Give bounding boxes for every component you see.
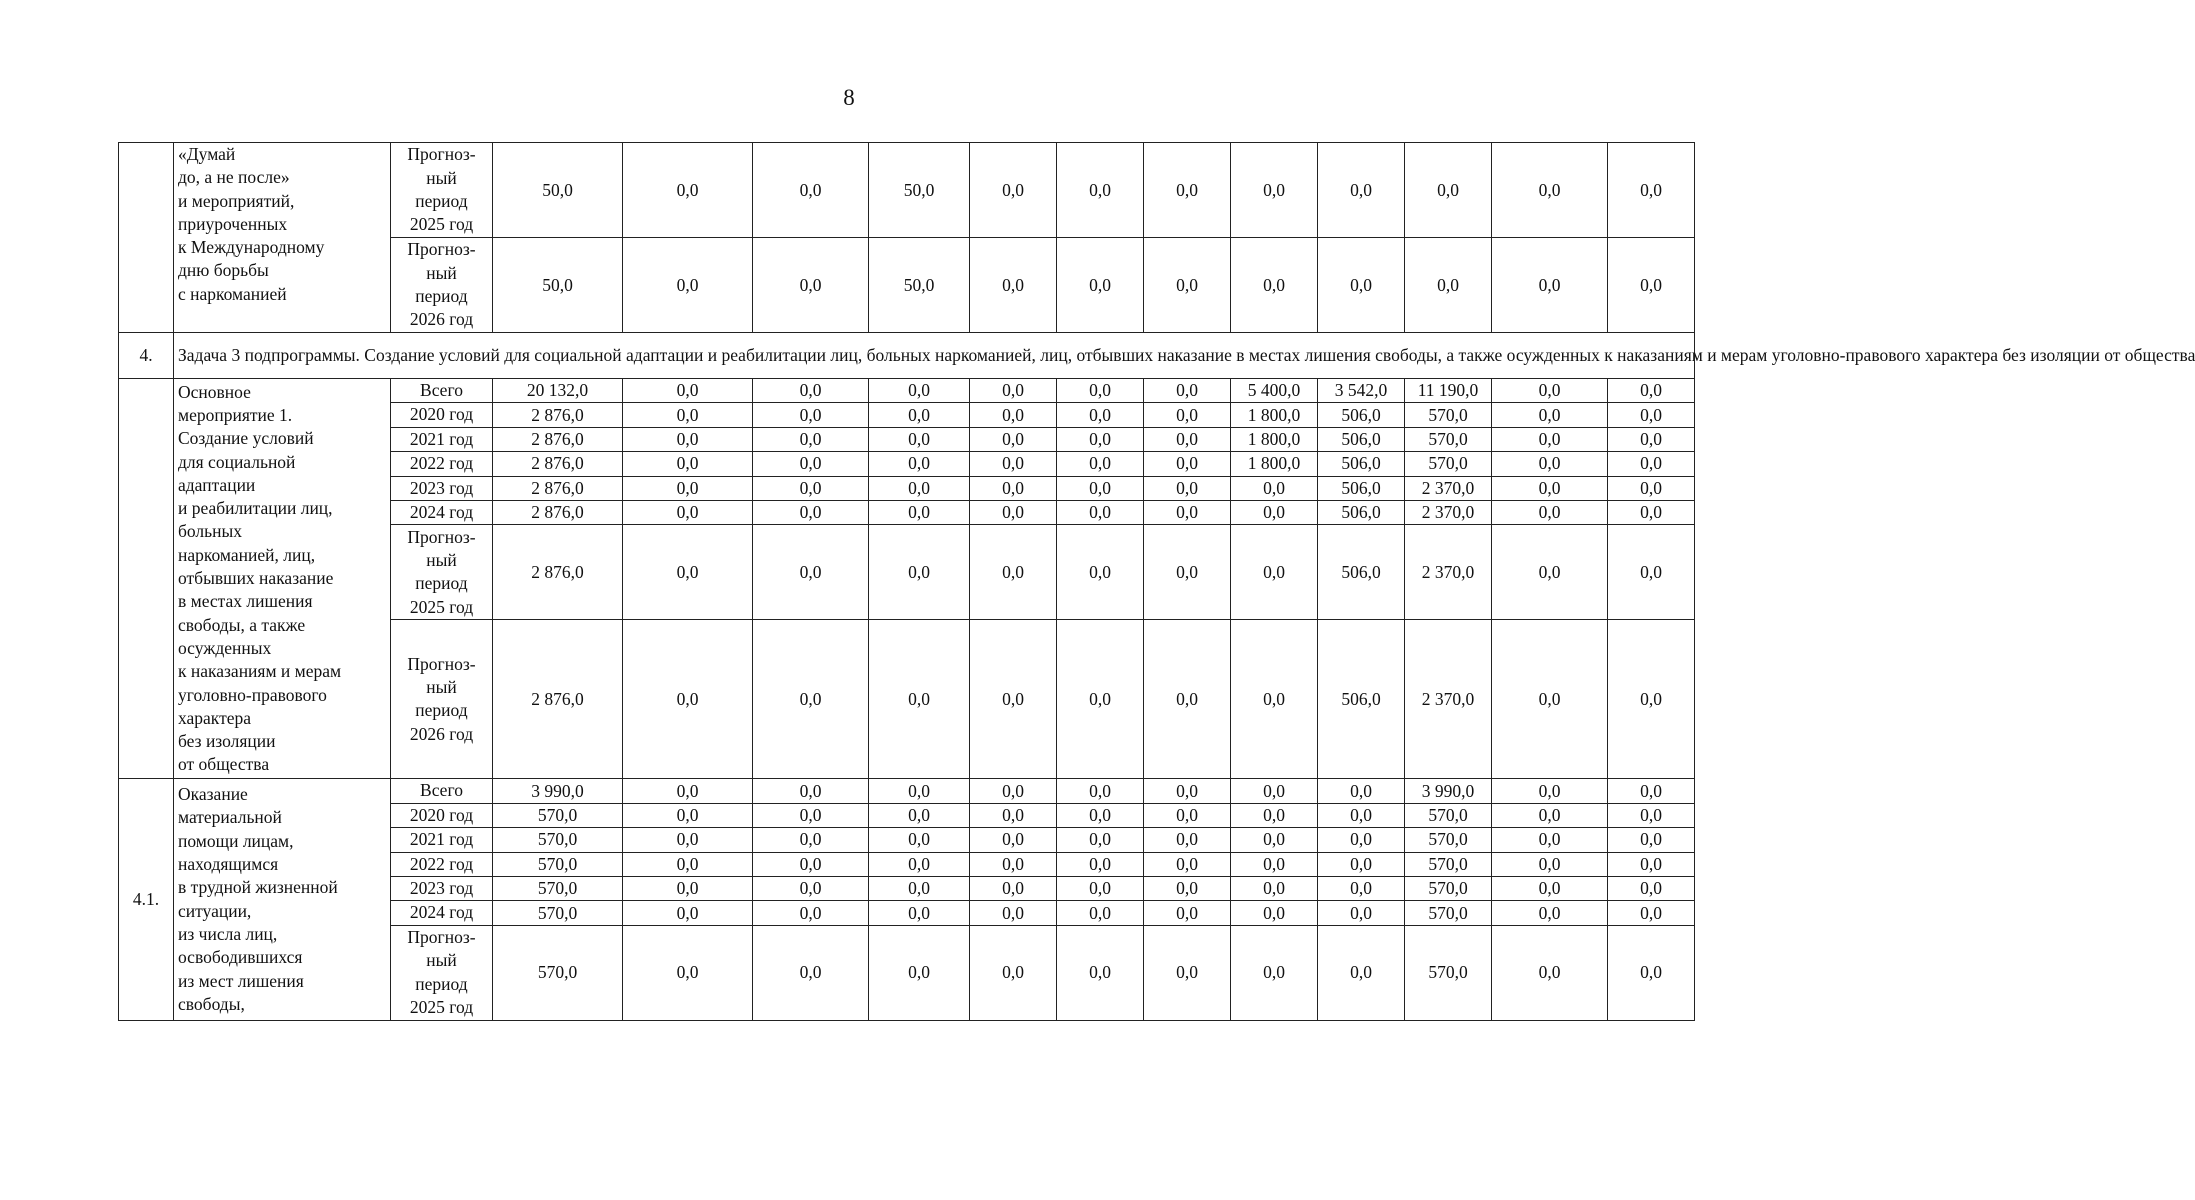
value-cell: 0,0 [623,803,753,827]
value-cell: 0,0 [1144,238,1231,333]
text-line: свободы, а также [178,614,306,635]
period-cell [391,238,493,333]
value-cell: 0,0 [1318,877,1405,901]
value-cell: 5 400,0 [1231,379,1318,403]
value-cell: 0,0 [1608,779,1695,803]
value-cell: 0,0 [1231,620,1318,779]
value-cell: 0,0 [753,925,869,1020]
value-cell: 0,0 [753,620,869,779]
value-cell: 0,0 [623,925,753,1020]
text-line: осужденных [178,637,272,658]
value-cell: 0,0 [970,877,1057,901]
value-cell: 11 190,0 [1405,379,1492,403]
value-cell: 0,0 [1144,779,1231,803]
value-cell: 0,0 [970,828,1057,852]
event-name-cell [174,379,391,779]
text-line: отбывших наказание [178,568,334,589]
value-cell: 0,0 [869,779,970,803]
value-cell: 0,0 [1318,143,1405,238]
value-cell: 0,0 [623,620,753,779]
value-cell: 570,0 [1405,925,1492,1020]
event-name-cell [174,143,391,333]
value-cell: 0,0 [753,803,869,827]
value-cell: 0,0 [869,476,970,500]
text-line: для социальной [178,451,296,472]
value-cell: 0,0 [1231,852,1318,876]
value-cell: 0,0 [869,877,970,901]
text-line: из мест лишения [178,970,304,991]
period-cell: 2021 год [391,427,493,451]
value-cell: 0,0 [1608,901,1695,925]
text-line: находящимся [178,854,279,875]
row-number-cell: 4.1. [119,779,174,1020]
value-cell: 570,0 [1405,403,1492,427]
value-cell: 0,0 [970,427,1057,451]
value-cell: 0,0 [1318,828,1405,852]
value-cell: 0,0 [1492,779,1608,803]
value-cell: 0,0 [1318,852,1405,876]
value-cell: 0,0 [623,379,753,403]
text-line: к Международному [178,237,325,258]
value-cell: 2 370,0 [1405,501,1492,525]
value-cell: 0,0 [970,901,1057,925]
value-cell: 0,0 [1144,143,1231,238]
value-cell: 0,0 [623,143,753,238]
value-cell: 0,0 [1231,803,1318,827]
value-cell: 0,0 [1231,925,1318,1020]
value-cell: 0,0 [1144,852,1231,876]
value-cell: 0,0 [753,379,869,403]
period-cell: 2021 год [391,828,493,852]
value-cell: 0,0 [623,501,753,525]
value-cell: 0,0 [1057,403,1144,427]
value-cell: 0,0 [1492,803,1608,827]
text-line: Прогноз- [407,239,476,260]
value-cell: 0,0 [970,238,1057,333]
value-cell: 0,0 [1492,925,1608,1020]
value-cell: 0,0 [1057,452,1144,476]
text-line: Прогноз- [407,927,476,948]
table-row [119,779,1695,803]
value-cell: 0,0 [1492,452,1608,476]
value-cell: 0,0 [1144,476,1231,500]
value-cell: 0,0 [1057,379,1144,403]
text-line: и мероприятий, [178,190,295,211]
text-line: помощи лицам, [178,830,294,851]
period-cell: 2024 год [391,901,493,925]
value-cell: 0,0 [1492,852,1608,876]
value-cell: 570,0 [1405,452,1492,476]
value-cell: 2 876,0 [493,620,623,779]
text-line: 2026 год [409,723,474,744]
text-line: Прогноз- [407,526,476,547]
row-number-cell [119,143,174,333]
text-line: в трудной жизненной [178,877,338,898]
period-cell: 2024 год [391,501,493,525]
text-line: наркоманией, лиц, [178,544,316,565]
value-cell: 0,0 [1231,525,1318,620]
value-cell: 0,0 [1057,901,1144,925]
text-line: ный [426,167,457,188]
value-cell: 0,0 [869,828,970,852]
task-text-cell: Задача 3 подпрограммы. Создание условий для социальной адаптации и реабилитации лиц, больных наркоманией, лиц, отбывших наказание в местах лишения свободы, а также осужденных к наказаниям и мерам уголовно-правового характера без изоляции от общества [174,333,1695,379]
value-cell: 0,0 [753,525,869,620]
value-cell: 0,0 [970,852,1057,876]
value-cell: 0,0 [1057,476,1144,500]
text-line: ный [426,677,457,698]
text-line: из числа лиц, [178,923,278,944]
text-line: приуроченных [178,213,288,234]
value-cell: 50,0 [869,143,970,238]
value-cell: 0,0 [869,620,970,779]
value-cell: 0,0 [753,852,869,876]
value-cell: 0,0 [753,403,869,427]
text-line: ситуации, [178,900,252,921]
text-line: к наказаниям и мерам [178,661,342,682]
value-cell: 570,0 [1405,852,1492,876]
value-cell: 570,0 [493,925,623,1020]
value-cell: 506,0 [1318,501,1405,525]
value-cell: 0,0 [753,427,869,451]
value-cell: 0,0 [1231,779,1318,803]
value-cell: 570,0 [1405,877,1492,901]
value-cell: 0,0 [1492,828,1608,852]
value-cell: 0,0 [1608,803,1695,827]
text-line: Прогноз- [407,653,476,674]
value-cell: 570,0 [493,877,623,901]
value-cell: 0,0 [970,620,1057,779]
text-line: 2025 год [409,997,474,1018]
table-row [119,143,1695,238]
value-cell: 0,0 [623,901,753,925]
value-cell: 0,0 [869,901,970,925]
value-cell: 0,0 [1057,828,1144,852]
value-cell: 0,0 [1144,379,1231,403]
value-cell: 0,0 [1144,427,1231,451]
value-cell: 506,0 [1318,525,1405,620]
period-cell: 2023 год [391,877,493,901]
value-cell: 0,0 [1231,901,1318,925]
text-line: период [415,191,468,211]
value-cell: 0,0 [1492,379,1608,403]
value-cell: 0,0 [623,427,753,451]
period-cell: 2020 год [391,803,493,827]
period-cell [391,925,493,1020]
period-cell: 2022 год [391,452,493,476]
value-cell: 0,0 [1231,238,1318,333]
period-cell [391,525,493,620]
value-cell: 3 990,0 [493,779,623,803]
value-cell: 0,0 [1318,803,1405,827]
text-line: с наркоманией [178,283,287,304]
text-line: период [415,700,468,721]
value-cell: 0,0 [1492,403,1608,427]
value-cell: 0,0 [970,476,1057,500]
value-cell: 0,0 [1608,238,1695,333]
value-cell: 0,0 [623,525,753,620]
text-line: 2025 год [409,596,474,617]
value-cell: 0,0 [970,403,1057,427]
value-cell: 0,0 [753,476,869,500]
page-number: 8 [843,85,855,110]
text-line: уголовно-правового [178,684,327,705]
value-cell: 2 370,0 [1405,620,1492,779]
text-line: от общества [178,754,270,775]
text-line: характера [178,707,252,728]
value-cell: 570,0 [1405,901,1492,925]
value-cell: 0,0 [1057,852,1144,876]
value-cell: 0,0 [1492,877,1608,901]
value-cell: 0,0 [869,379,970,403]
value-cell: 0,0 [869,501,970,525]
value-cell: 0,0 [1144,403,1231,427]
value-cell: 0,0 [623,877,753,901]
value-cell: 506,0 [1318,403,1405,427]
value-cell: 0,0 [1608,620,1695,779]
value-cell: 0,0 [623,476,753,500]
value-cell: 0,0 [1608,427,1695,451]
value-cell: 1 800,0 [1231,403,1318,427]
value-cell: 0,0 [1144,925,1231,1020]
value-cell: 0,0 [753,828,869,852]
text-line: 2026 год [409,309,474,330]
value-cell: 0,0 [1231,501,1318,525]
value-cell: 0,0 [1492,238,1608,333]
value-cell: 0,0 [753,143,869,238]
table-row [119,379,1695,403]
value-cell: 2 876,0 [493,501,623,525]
value-cell: 50,0 [869,238,970,333]
value-cell: 570,0 [493,828,623,852]
value-cell: 0,0 [623,852,753,876]
value-cell: 0,0 [1057,427,1144,451]
value-cell: 0,0 [1608,525,1695,620]
task-number-cell: 4. [119,333,174,379]
value-cell: 0,0 [1231,877,1318,901]
value-cell: 0,0 [869,403,970,427]
value-cell: 0,0 [623,779,753,803]
value-cell: 0,0 [970,779,1057,803]
text-line: Создание условий [178,428,314,449]
value-cell: 0,0 [753,501,869,525]
table-body [119,143,2195,1021]
value-cell: 0,0 [1608,403,1695,427]
text-line: больных [178,521,243,542]
text-line: в местах лишения [178,591,313,612]
value-cell: 0,0 [1144,803,1231,827]
value-cell: 0,0 [753,877,869,901]
value-cell: 570,0 [493,852,623,876]
value-cell: 570,0 [1405,427,1492,451]
value-cell: 0,0 [1144,877,1231,901]
value-cell: 0,0 [1144,828,1231,852]
value-cell: 0,0 [1231,476,1318,500]
value-cell: 0,0 [970,803,1057,827]
value-cell: 0,0 [1144,501,1231,525]
value-cell: 0,0 [753,901,869,925]
value-cell: 50,0 [493,143,623,238]
value-cell: 0,0 [1057,501,1144,525]
value-cell: 0,0 [1492,620,1608,779]
value-cell: 0,0 [1492,476,1608,500]
text-line: ный [426,550,457,571]
value-cell: 0,0 [1405,143,1492,238]
value-cell: 506,0 [1318,452,1405,476]
value-cell: 0,0 [1057,525,1144,620]
text-line: до, а не после» [178,167,290,188]
text-line: освободившихся [178,947,303,968]
text-line: Прогноз- [407,144,476,165]
value-cell: 0,0 [1608,877,1695,901]
value-cell: 0,0 [1492,143,1608,238]
text-line: мероприятие 1. [178,404,293,425]
value-cell: 0,0 [1057,779,1144,803]
value-cell: 2 370,0 [1405,525,1492,620]
value-cell: 0,0 [1608,476,1695,500]
value-cell: 1 800,0 [1231,452,1318,476]
value-cell: 0,0 [1608,852,1695,876]
period-cell: Всего [391,379,493,403]
value-cell: 0,0 [1057,143,1144,238]
value-cell: 2 876,0 [493,525,623,620]
period-cell [391,620,493,779]
value-cell: 0,0 [623,238,753,333]
value-cell: 0,0 [623,828,753,852]
value-cell: 50,0 [493,238,623,333]
value-cell: 0,0 [970,501,1057,525]
value-cell: 570,0 [1405,828,1492,852]
value-cell: 2 876,0 [493,452,623,476]
text-line: «Думай [178,144,236,164]
value-cell: 0,0 [1318,779,1405,803]
value-cell: 0,0 [1057,803,1144,827]
value-cell: 506,0 [1318,476,1405,500]
period-cell: 2023 год [391,476,493,500]
value-cell: 0,0 [970,379,1057,403]
value-cell: 0,0 [970,143,1057,238]
value-cell: 0,0 [753,779,869,803]
text-line: Оказание [178,784,248,805]
value-cell: 0,0 [869,925,970,1020]
value-cell: 506,0 [1318,427,1405,451]
value-cell: 0,0 [753,452,869,476]
value-cell: 0,0 [1231,143,1318,238]
value-cell: 0,0 [1608,452,1695,476]
period-cell: Всего [391,779,493,803]
value-cell: 0,0 [1492,525,1608,620]
value-cell: 506,0 [1318,620,1405,779]
text-line: и реабилитации лиц, [178,498,333,519]
value-cell: 2 876,0 [493,427,623,451]
text-line: период [415,286,468,306]
value-cell: 0,0 [753,238,869,333]
value-cell: 0,0 [1318,238,1405,333]
value-cell: 0,0 [1492,501,1608,525]
text-line: Основное [178,381,251,402]
period-cell [391,143,493,238]
text-line: дню борьбы [178,260,269,281]
value-cell: 0,0 [1231,828,1318,852]
event-name-cell [174,779,391,1020]
value-cell: 0,0 [1144,620,1231,779]
value-cell: 0,0 [1318,901,1405,925]
value-cell: 0,0 [970,452,1057,476]
value-cell: 0,0 [869,852,970,876]
task-row [119,333,1695,379]
value-cell: 0,0 [970,525,1057,620]
value-cell: 0,0 [623,452,753,476]
text-line: период [415,973,468,994]
text-line: ный [426,950,457,971]
value-cell: 0,0 [623,403,753,427]
text-line: период [415,573,468,594]
value-cell: 0,0 [869,452,970,476]
text-line: ный [426,262,457,283]
row-number-cell [119,379,174,779]
value-cell: 0,0 [1144,452,1231,476]
value-cell: 570,0 [1405,803,1492,827]
value-cell: 0,0 [869,525,970,620]
value-cell: 0,0 [869,427,970,451]
text-line: 2025 год [409,214,474,235]
value-cell: 20 132,0 [493,379,623,403]
text-line: свободы, [178,993,245,1014]
value-cell: 2 876,0 [493,403,623,427]
value-cell: 0,0 [1405,238,1492,333]
value-cell: 0,0 [1057,877,1144,901]
budget-table [118,142,2195,1021]
value-cell: 0,0 [1492,427,1608,451]
value-cell: 0,0 [1057,238,1144,333]
value-cell: 2 876,0 [493,476,623,500]
value-cell: 0,0 [1144,901,1231,925]
value-cell: 2 370,0 [1405,476,1492,500]
value-cell: 0,0 [1057,925,1144,1020]
value-cell: 570,0 [493,901,623,925]
value-cell: 3 990,0 [1405,779,1492,803]
value-cell: 0,0 [970,925,1057,1020]
value-cell: 0,0 [1608,143,1695,238]
value-cell: 0,0 [1608,379,1695,403]
value-cell: 0,0 [1144,525,1231,620]
value-cell: 570,0 [493,803,623,827]
value-cell: 0,0 [1057,620,1144,779]
value-cell: 1 800,0 [1231,427,1318,451]
text-line: материальной [178,807,282,828]
value-cell: 0,0 [1492,901,1608,925]
value-cell: 0,0 [1318,925,1405,1020]
value-cell: 0,0 [1608,925,1695,1020]
value-cell: 0,0 [1608,501,1695,525]
value-cell: 0,0 [1608,828,1695,852]
text-line: адаптации [178,474,256,495]
text-line: без изоляции [178,731,276,752]
value-cell: 0,0 [869,803,970,827]
period-cell: 2020 год [391,403,493,427]
period-cell: 2022 год [391,852,493,876]
value-cell: 3 542,0 [1318,379,1405,403]
